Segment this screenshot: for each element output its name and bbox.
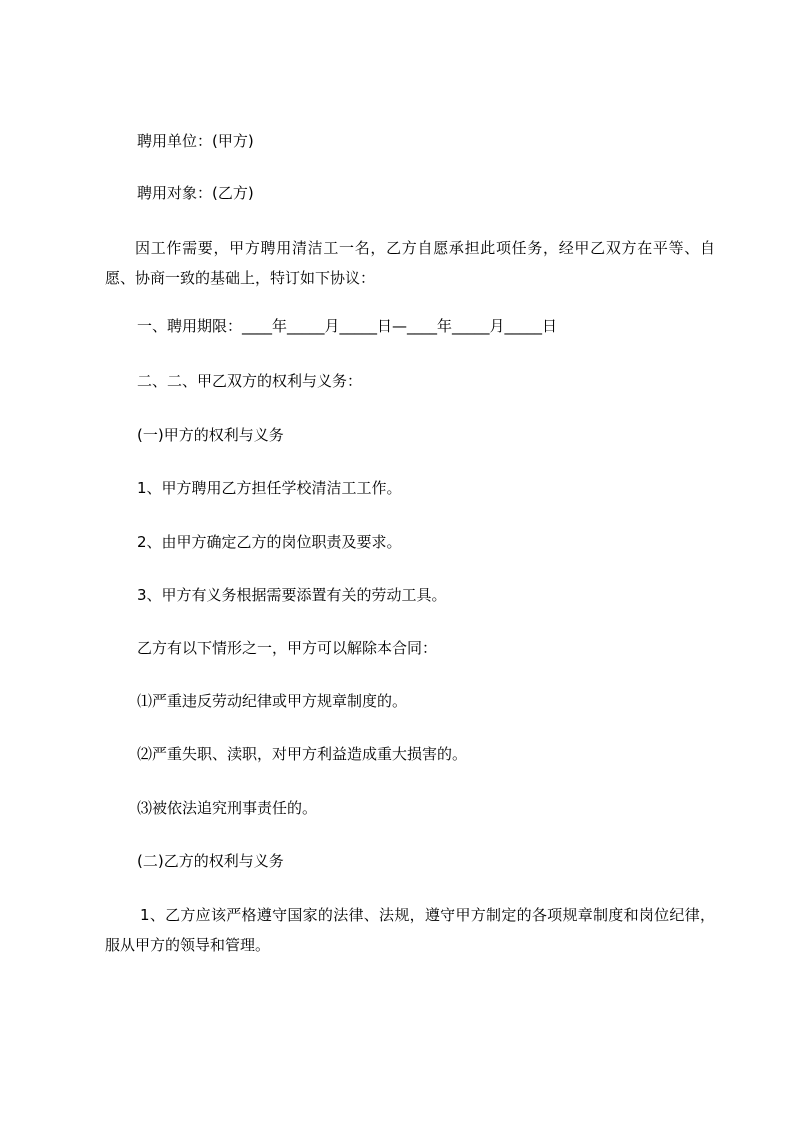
party-a-item-3: 3、甲方有义务根据需要添置有关的劳动工具。 — [137, 586, 447, 604]
employer-line: 聘用单位：(甲方) — [137, 132, 254, 150]
employee-line: 聘用对象：(乙方) — [137, 184, 254, 202]
party-a-heading: (一)甲方的权利与义务 — [137, 426, 284, 444]
party-b-item-1: 1、乙方应该严格遵守国家的法律、法规，遵守甲方制定的各项规章制度和岗位纪律，服从甲方的领导和管理。 — [105, 906, 715, 954]
rights-title: 二、二、甲乙双方的权利与义务： — [137, 372, 363, 390]
intro-paragraph: 因工作需要，甲方聘用清洁工一名，乙方自愿承担此项任务，经甲乙双方在平等、自愿、协商一致的基础上，特订如下协议： — [105, 239, 715, 287]
termination-item-2: ⑵严重失职、渎职，对甲方利益造成重大损害的。 — [137, 745, 468, 763]
termination-item-1: ⑴严重违反劳动纪律或甲方规章制度的。 — [137, 692, 408, 710]
term-line: 一、聘用期限：____年_____月_____日—____年_____月_____日 — [137, 317, 558, 335]
party-a-item-2: 2、由甲方确定乙方的岗位职责及要求。 — [137, 533, 402, 551]
party-a-item-1: 1、甲方聘用乙方担任学校清洁工工作。 — [137, 479, 402, 497]
termination-intro: 乙方有以下情形之一，甲方可以解除本合同： — [137, 639, 438, 657]
party-b-heading: (二)乙方的权利与义务 — [137, 852, 284, 870]
termination-item-3: ⑶被依法追究刑事责任的。 — [137, 799, 318, 817]
